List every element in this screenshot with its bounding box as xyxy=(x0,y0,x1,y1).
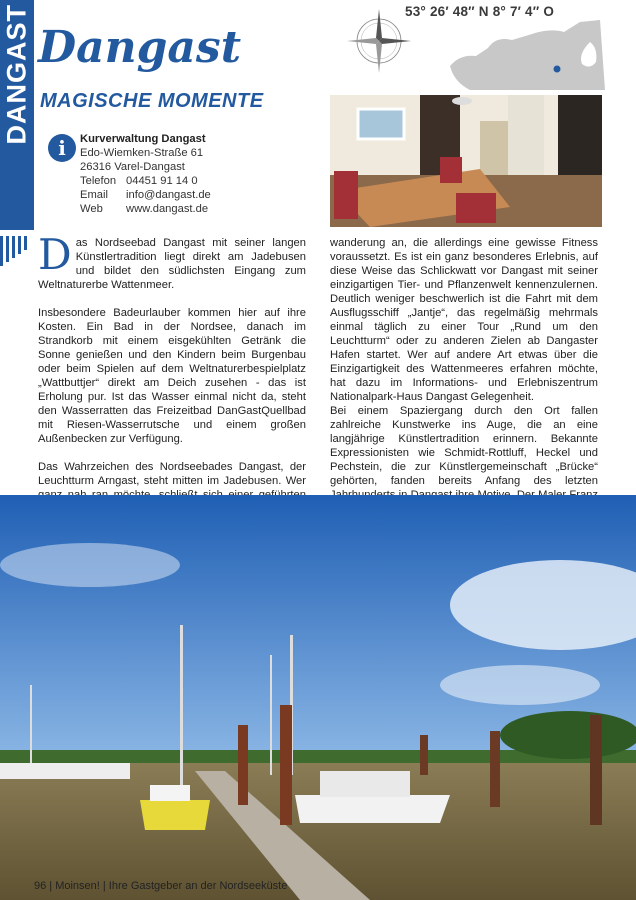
contact-email-link[interactable]: info@dangast.de xyxy=(126,189,211,201)
contact-email-label: Email xyxy=(80,189,108,201)
article-paragraph-3: Das Wahrzeichen des Nordseebades Dangast, der Leuchtturm Arngast, steht mitten im Jadebusen. Wer xyxy=(38,461,306,487)
contact-phone: 04451 91 14 0 xyxy=(126,175,198,187)
page-footer: 96 | Moinsen! | Ihre Gastgeber an der Nordseeküste xyxy=(34,880,288,892)
article-column-left xyxy=(38,230,306,516)
article-paragraph-1-text: as Nordseebad Dangast mit seiner langen Künstlertradition liegt direkt am Jadebusen und bildet den südlichsten Eingang zum Weltnaturerbe Wattenmeer. xyxy=(38,237,306,291)
location-marker-icon xyxy=(554,66,561,73)
sidebar-band xyxy=(0,0,34,230)
coordinates-label: 53° 26′ 48″ N 8° 7′ 4″ O xyxy=(405,4,555,19)
article-column-right xyxy=(330,236,598,530)
drop-cap: D xyxy=(38,230,72,279)
contact-web-label: Web xyxy=(80,203,103,215)
contact-box xyxy=(80,132,211,216)
harbour-photo-image xyxy=(0,495,636,900)
kitchen-photo-image xyxy=(330,95,602,227)
contact-org: Kurverwaltung Dangast xyxy=(80,133,206,145)
location-map-image xyxy=(440,18,605,90)
contact-web-row xyxy=(80,202,211,216)
page-title: Dangast xyxy=(38,22,242,73)
page-subtitle: MAGISCHE MOMENTE xyxy=(40,90,264,112)
article-paragraph-2: Insbesondere Badeurlauber kommen hier auf ihre Kosten. Ein Bad in der Nordsee, danach im Strandkorb mit einem eisgekühlten Getränk die Sonne genießen und den Kindern beim Burgenbau oder beim Spielen auf dem Weltnaturerbespielplatz „Wattbuttjer“ direkt am Deich zusehen - das ist Erholung pur. Ist das Wasser einmal nicht da, steht den Wasserratten das Freizeitbad DanGastQuellbad mit Riesen-Wasserrutsche und einem großen Außenbecken zur Verfügung. xyxy=(38,307,306,445)
article-paragraph-3-continued: wanderung an, die allerdings eine gewisse Fitness voraussetzt. Es ist ein ganz besonderes Erlebnis, auf diese Weise das Schlickwatt vor Dangast mit seiner einzigartigen Tier- und Pflanzenwelt kennenzulernen. Deutlich weniger beschwerlich ist die Fahrt mit dem Ausflugsschiff „Jantje“, das regelmäßig mehrmals einmal täglich zu einer Tour „Rund um den Leuchtturm“ oder zu anderen Zielen ab Dangaster Hafen startet. Wer auf andere Art etwas über die Einzigartigkeit des Wattenmeeres erfahren möchte, hat dazu im Informations- und Erlebniszentrum Nationalpark-Haus Dangast Gelegenheit. xyxy=(330,237,598,403)
contact-city: 26316 Varel-Dangast xyxy=(80,161,185,173)
contact-phone-label: Telefon xyxy=(80,175,117,187)
article-paragraph-1 xyxy=(38,230,306,292)
contact-email-row xyxy=(80,188,211,202)
contact-phone-row xyxy=(80,174,211,188)
info-icon: i xyxy=(48,134,76,162)
contact-web-link[interactable]: www.dangast.de xyxy=(126,203,209,215)
sidebar-label: DANGAST xyxy=(1,4,32,145)
decorative-stripes xyxy=(0,236,40,266)
contact-street: Edo-Wiemken-Straße 61 xyxy=(80,147,204,159)
article-paragraph-4: Bei einem Spaziergang durch den Ort fallen zahlreiche Kunstwerke ins Auge, die an eine langjährige Künstlertradition erinnern. Bekannte Expressionisten wie Schmidt-Rottluff, Heckel und Pechstein, die zur Künstlergemeinschaft „Brücke“ gehörten, fanden bereits Anfang des letzten xyxy=(330,405,598,487)
